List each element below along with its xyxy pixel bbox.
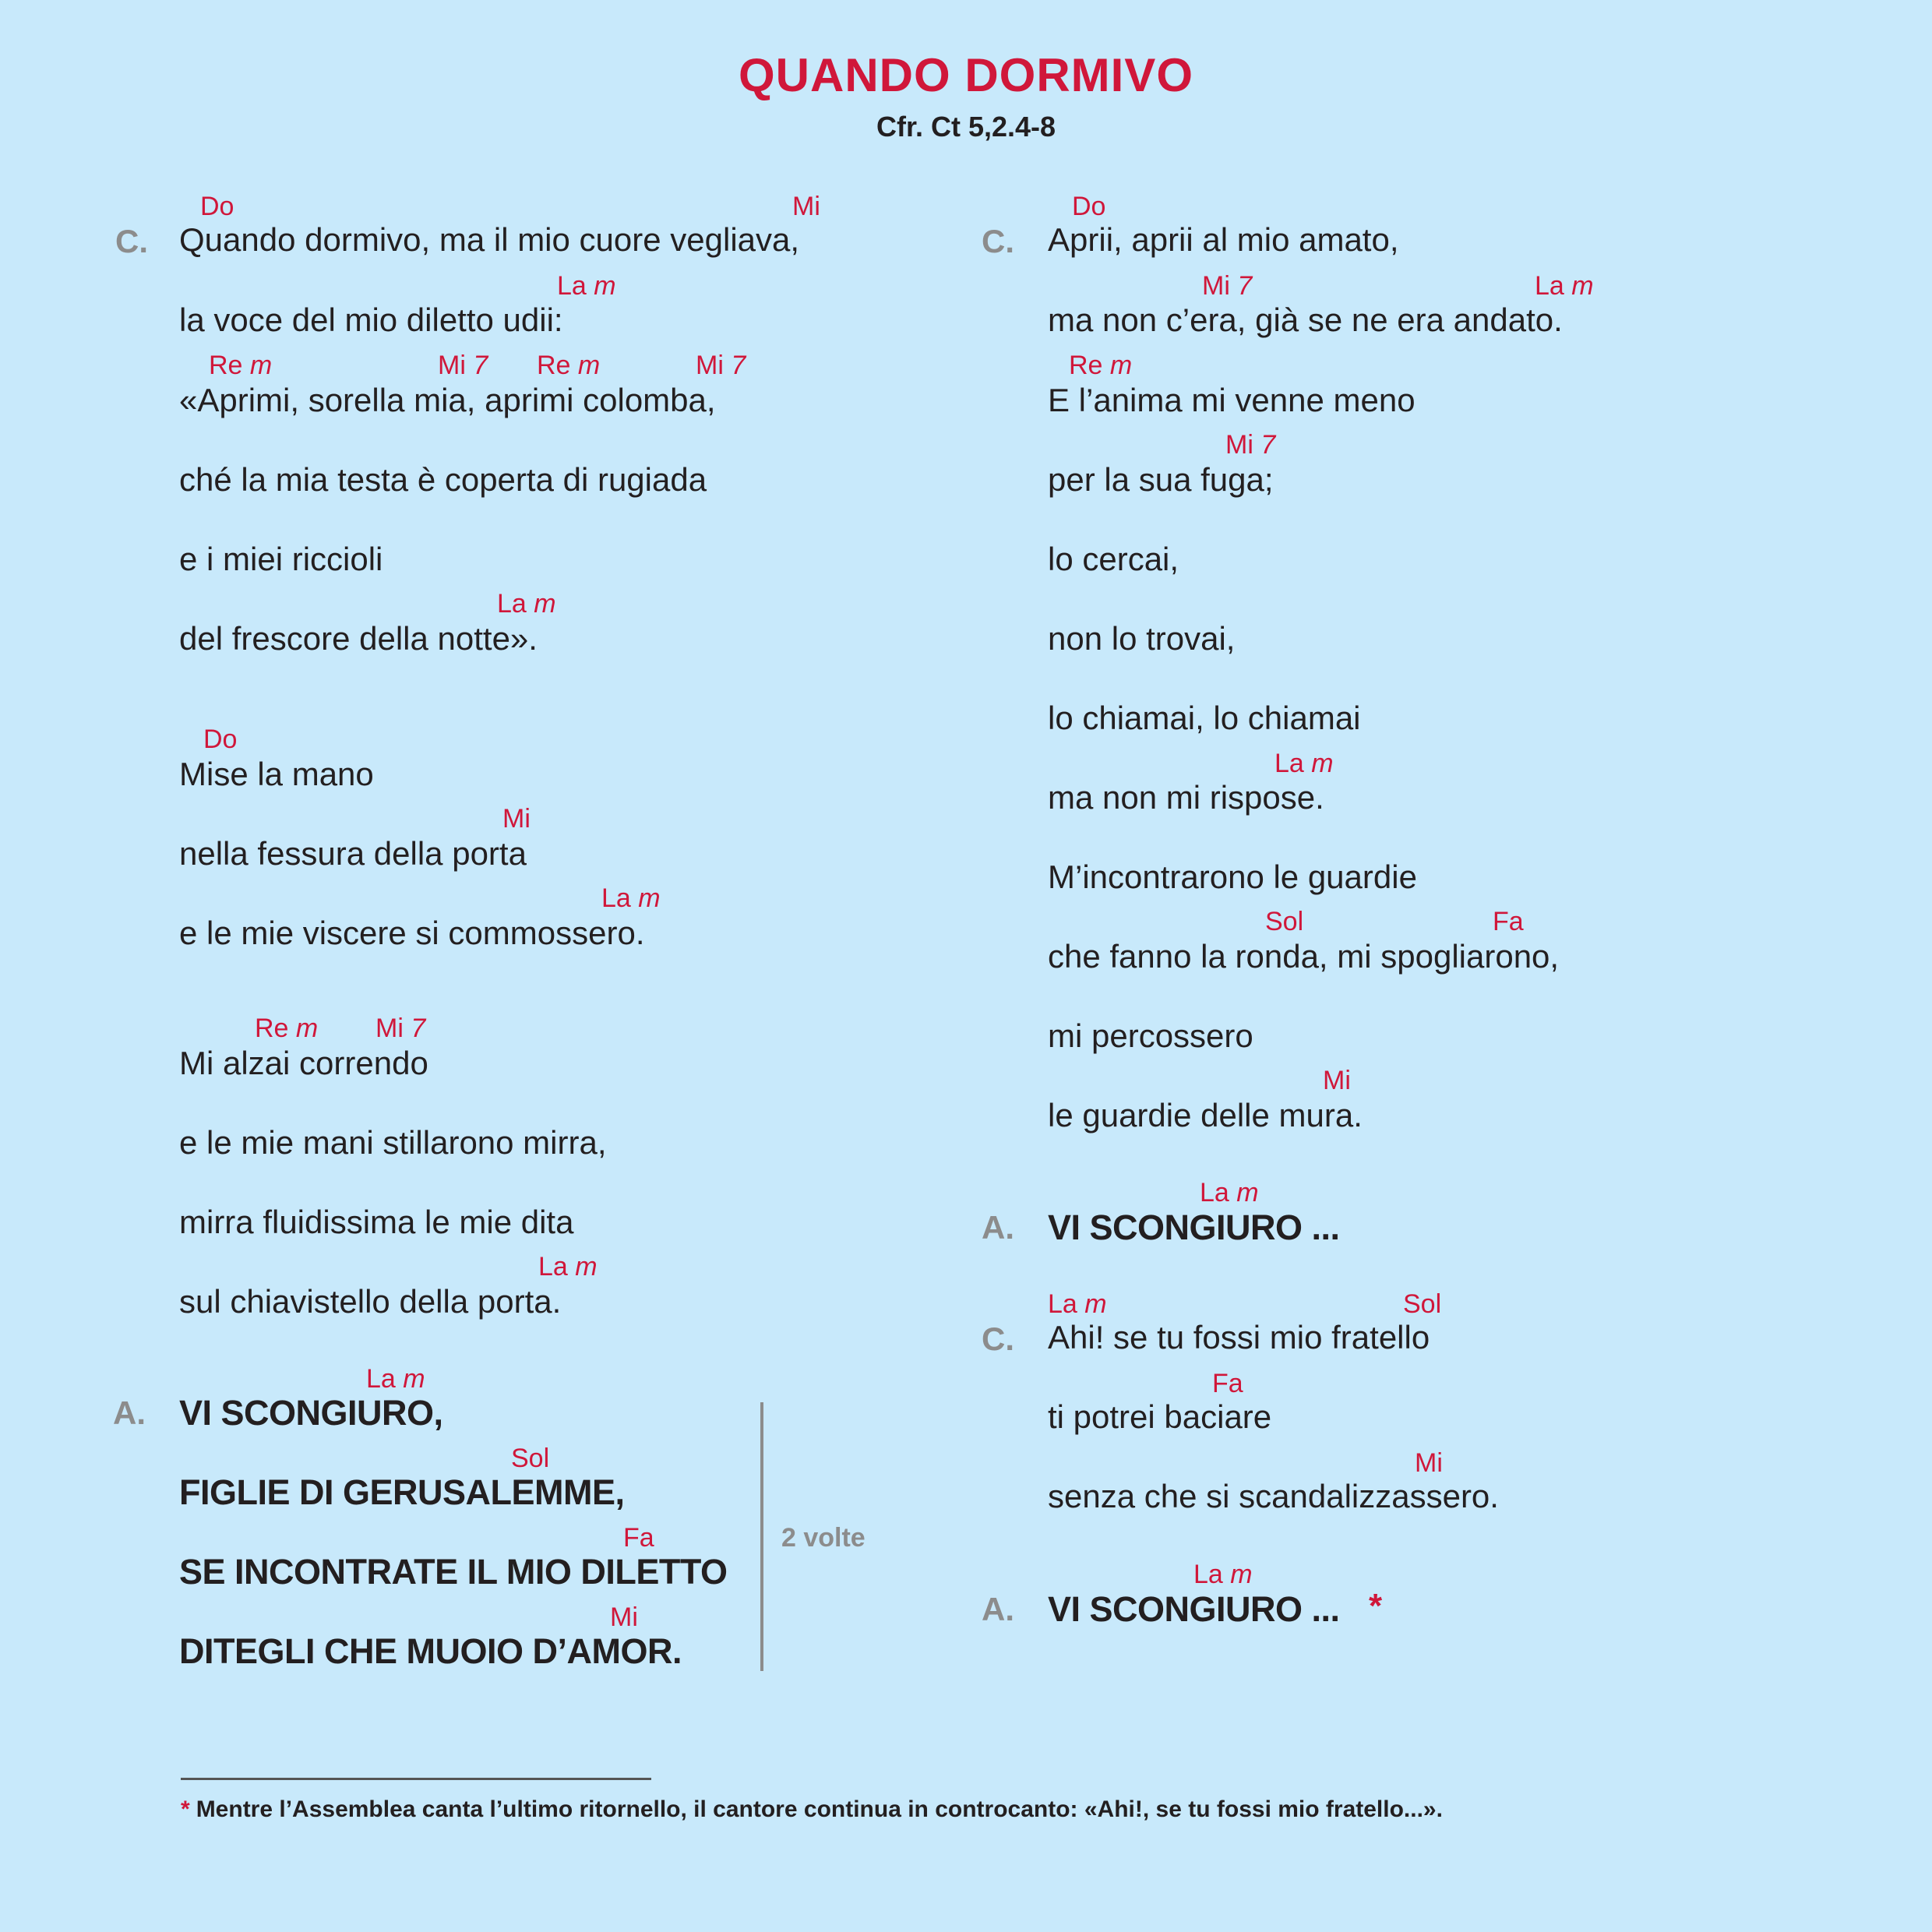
lyric-line: lo chiamai, lo chiamai [1048,700,1361,736]
repeat-bracket [760,1402,763,1671]
lyric-line: Quando dormivo, ma il mio cuore vegliava, [179,221,800,258]
chord-re-minor: Re m [255,1014,319,1043]
chord-la-minor: La m [1048,1289,1107,1319]
chord-mi: Mi [1415,1448,1443,1478]
lyric-line: e i miei riccioli [179,541,383,577]
chord-re-minor: Re m [1069,351,1133,380]
lyric-line: che fanno la ronda, mi spogliarono, [1048,938,1560,975]
lyric-line: ché la mia testa è coperta di rugiada [179,461,707,498]
chord-re-minor: Re m [537,351,601,380]
lyric-line: non lo trovai, [1048,620,1236,657]
chord-la-minor: La m [601,883,661,913]
lyric-line: «Aprimi, sorella mia, aprimi colomba, [179,382,716,418]
lyric-line: e le mie viscere si commossero. [179,915,645,951]
lyric-line: sul chiavistello della porta. [179,1283,562,1320]
chord-mi7: Mi 7 [375,1014,426,1043]
lyric-line: e le mie mani stillarono mirra, [179,1124,607,1161]
lyric-line: Ahi! se tu fossi mio fratello [1048,1319,1430,1356]
lyric-line: le guardie delle mura. [1048,1097,1363,1133]
lyric-line: del frescore della notte». [179,620,538,657]
refrain-line: VI SCONGIURO ... [1048,1589,1340,1629]
chord-la-minor: La m [1274,749,1334,778]
role-assembly: A. [982,1209,1014,1246]
lyric-line: M’incontrarono le guardie [1048,858,1417,895]
footnote-star: * [181,1796,190,1822]
lyric-line: mirra fluidissima le mie dita [179,1204,574,1240]
lyric-line: senza che si scandalizzassero. [1048,1478,1499,1514]
chord-la-minor: La m [497,589,556,619]
chord-mi: Mi [1323,1066,1351,1095]
chord-fa: Fa [623,1523,654,1553]
refrain-line: FIGLIE DI GERUSALEMME, [179,1472,625,1512]
lyric-line: Mise la mano [179,756,374,792]
chord-mi7: Mi 7 [438,351,488,380]
chord-la-minor: La m [366,1364,425,1394]
chord-la-minor: La m [1200,1178,1259,1208]
lyric-line: per la sua fuga; [1048,461,1274,498]
lyric-line: la voce del mio diletto udii: [179,301,563,338]
chord-mi: Mi [502,804,531,834]
role-assembly: A. [982,1591,1014,1627]
role-cantor: C. [982,1320,1014,1357]
lyric-line: ma non c’era, già se ne era andato. [1048,301,1563,338]
repeat-label: 2 volte [781,1523,866,1553]
footnote-text: Mentre l’Assemblea canta l’ultimo ritornello, il cantore continua in controcanto: «Ahi!, se tu fossi mio fratello...». [196,1796,1443,1822]
footnote [181,1796,1443,1823]
scripture-reference: Cfr. Ct 5,2.4-8 [876,111,1056,143]
chord-la-minor: La m [1535,271,1594,301]
chord-sol: Sol [511,1444,550,1473]
chord-do: Do [200,192,234,221]
chord-do: Do [203,724,238,754]
footnote-divider [181,1778,651,1780]
refrain-line: SE INCONTRATE IL MIO DILETTO [179,1552,728,1592]
chord-mi7: Mi 7 [696,351,746,380]
song-title: QUANDO DORMIVO [739,49,1193,101]
refrain-line: VI SCONGIURO ... [1048,1208,1340,1247]
chord-mi7: Mi 7 [1225,430,1276,460]
lyric-line: E l’anima mi venne meno [1048,382,1416,418]
lyric-line: mi percossero [1048,1017,1253,1054]
chord-re-minor: Re m [209,351,273,380]
lyric-line: nella fessura della porta [179,835,527,872]
role-assembly: A. [113,1394,146,1431]
chord-la-minor: La m [538,1252,598,1282]
chord-do: Do [1072,192,1106,221]
lyric-line: lo cercai, [1048,541,1179,577]
refrain-line: VI SCONGIURO, [179,1393,443,1433]
chord-la-minor: La m [1193,1560,1253,1589]
chord-fa: Fa [1212,1369,1243,1398]
role-cantor: C. [982,223,1014,259]
lyric-line: ma non mi rispose. [1048,779,1324,816]
role-cantor: C. [115,223,148,259]
lyric-line: Aprii, aprii al mio amato, [1048,221,1399,258]
lyric-line: Mi alzai correndo [179,1045,428,1081]
lyric-line: ti potrei baciare [1048,1398,1272,1435]
chord-mi: Mi [610,1602,638,1632]
chord-mi7: Mi 7 [1202,271,1253,301]
chord-sol: Sol [1265,907,1304,936]
footnote-marker: * [1369,1587,1383,1625]
chord-mi: Mi [792,192,820,221]
refrain-line: DITEGLI CHE MUOIO D’AMOR. [179,1631,682,1671]
chord-fa: Fa [1493,907,1524,936]
chord-la-minor: La m [557,271,616,301]
chord-sol: Sol [1403,1289,1442,1319]
